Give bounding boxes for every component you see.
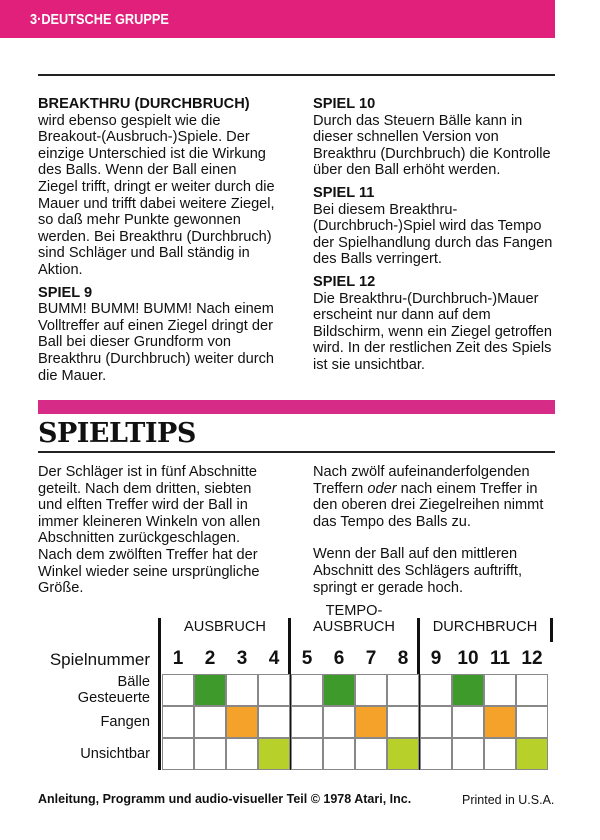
game-number: 7 [365, 648, 377, 669]
tip-paragraph: Nach zwölf aufeinanderfolgenden Treffern oder nach einem Treffer in den oberen drei Ziegelreihen nimmt das Tempo des Balls zu. [313, 464, 544, 530]
grid-cell [452, 706, 484, 738]
grid-cell [323, 738, 355, 770]
grid-cell [291, 738, 323, 770]
grid-cell [484, 674, 516, 706]
game-number: 12 [521, 648, 543, 669]
right-section-body: Bei diesem Breakthru-(Durchbruch-)Spiel wird das Tempo der Spielhandlung durch das Fangen des Balls verringert. [313, 201, 553, 268]
left-section-body: BUMM! BUMM! BUMM! Nach einem Volltreffer auf einen Ziegel dringt der Ball bei dieser Grundform von Breakthru (Durchbruch) weiter durch die Mauer. [38, 301, 275, 384]
right-section [313, 185, 555, 268]
grid-cell [194, 738, 226, 770]
grid-cell [291, 674, 323, 706]
header-bar [0, 0, 555, 38]
grid-cell [420, 674, 452, 706]
grid-cell-marked [258, 738, 290, 770]
grid-cell [420, 738, 452, 770]
footer-printed: Printed in U.S.A. [462, 793, 555, 807]
right-section [313, 274, 555, 374]
left-section [38, 285, 278, 385]
left-section-heading: SPIEL 9 [38, 284, 93, 301]
grid-cell [355, 674, 387, 706]
grid-cell [291, 706, 323, 738]
right-section-heading: SPIEL 10 [313, 96, 376, 112]
right-section-heading: SPIEL 11 [313, 184, 375, 201]
grid-cell [162, 706, 194, 738]
tips-right-column [313, 464, 555, 612]
left-column [38, 96, 278, 390]
grid-cell-marked [194, 674, 226, 706]
grid-cell [387, 706, 419, 738]
grid-cell-marked [484, 706, 516, 738]
grid-cell-marked [387, 738, 419, 770]
left-section-heading: BREAKTHRU (DURCHBRUCH) [38, 96, 250, 112]
row-label-1: Fangen [100, 714, 150, 730]
right-section-heading: SPIEL 12 [313, 273, 376, 290]
page-header-title: 3·DEUTSCHE GRUPPE [30, 11, 169, 28]
group-label-0: AUSBRUCH [184, 619, 266, 635]
footer-copyright: Anleitung, Programm und audio-visueller Teil © 1978 Atari, Inc. [38, 792, 412, 806]
game-number: 4 [268, 648, 280, 669]
grid-cell-marked [226, 706, 258, 738]
grid-cell [355, 738, 387, 770]
section-divider-band [38, 400, 555, 414]
right-column [313, 96, 555, 380]
table-separator-line [550, 618, 553, 642]
grid-cell [516, 706, 548, 738]
game-number: 10 [457, 648, 479, 669]
grid-cell [452, 738, 484, 770]
game-number: 1 [172, 648, 184, 669]
tip-paragraph: Wenn der Ball auf den mittleren Abschnitt des Schlägers auftrifft, springt er gerade hoch. [313, 546, 523, 596]
grid-cell [387, 674, 419, 706]
grid-cell-marked [323, 674, 355, 706]
grid-cell [226, 674, 258, 706]
grid-cell-marked [516, 738, 548, 770]
game-number: 2 [204, 648, 216, 669]
row-label-0: Bälle Gesteuerte [77, 674, 150, 706]
grid-cell [258, 706, 290, 738]
tip-emphasis: oder [367, 480, 397, 497]
tip-paragraph: Der Schläger ist in fünf Abschnitte geteilt. Nach dem dritten, siebten und elften Treffer wird der Ball in immer kleineren Winkeln von allen Abschnitten zurückgeschlagen. Nach dem zwölften Treffer hat der Winkel wieder seine ursprüngliche Größe. [38, 464, 261, 597]
game-number: 3 [236, 648, 248, 669]
group-label-1: TEMPO- AUSBRUCH [313, 603, 395, 635]
game-number: 8 [397, 648, 409, 669]
row-label-2: Unsichtbar [80, 746, 150, 762]
grid-cell [162, 738, 194, 770]
grid-cell [516, 674, 548, 706]
right-section-body: Durch das Steuern Bälle kann in dieser schnellen Version von Breakthru (Durchbruch) die Kontrolle über den Ball erhöht werden. [313, 112, 551, 179]
group-label-2: DURCHBRUCH [432, 619, 538, 635]
tips-left-column [38, 464, 278, 613]
grid-cell-marked [355, 706, 387, 738]
left-section [38, 96, 278, 279]
game-number: 5 [301, 648, 313, 669]
top-rule [38, 74, 555, 76]
right-section-body: Die Breakthru-(Durchbruch-)Mauer erscheint nur dann auf dem Bildschirm, wenn ein Ziegel getroffen wird. In der restlichen Zeit des Spiels ist sie unsichtbar. [313, 290, 553, 373]
spielnummer-label: Spielnummer [49, 650, 150, 669]
grid-cell [323, 706, 355, 738]
grid-cell [162, 674, 194, 706]
spieltips-heading: SPIELTIPS [38, 418, 196, 449]
left-section-body: wird ebenso gespielt wie die Breakout-(Ausbruch-)Spiele. Der einzige Unterschied ist die Wirkung des Balls. Wenn der Ball einen Ziegel trifft, dringt er weiter durch die Mauer und trifft dabei weitere Ziegel, so daß mehr Punkte gewonnen werden. Bei Breakthru (Durchbruch) sind Schläger und Ball ständig in Aktion. [38, 112, 275, 278]
game-number: 6 [333, 648, 345, 669]
game-number: 9 [430, 648, 442, 669]
grid-cell [258, 674, 290, 706]
grid-cell [226, 738, 258, 770]
right-section [313, 96, 555, 179]
grid-cell-marked [452, 674, 484, 706]
game-number: 11 [489, 648, 511, 669]
table-separator-line [158, 618, 161, 770]
spieltips-rule [38, 451, 555, 453]
grid-cell [194, 706, 226, 738]
grid-cell [420, 706, 452, 738]
grid-cell [484, 738, 516, 770]
